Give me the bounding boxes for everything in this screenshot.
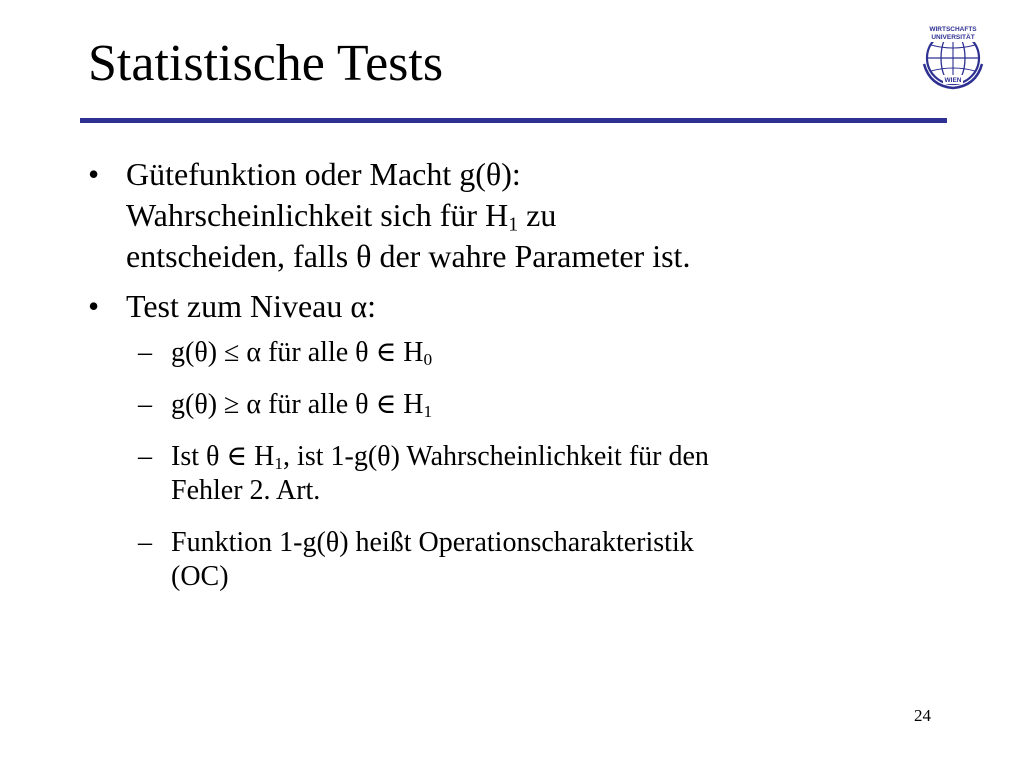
sub-bullet-h1: [88, 388, 968, 422]
bullet-test-niveau: [88, 286, 968, 327]
logo-text-top: WIRTSCHAFTS: [929, 26, 977, 33]
slide-title: Statistische Tests: [88, 35, 444, 92]
sub-bullet-line-2: [171, 560, 968, 594]
bullet-text: Wahrscheinlichkeit sich für H: [126, 197, 509, 233]
dash-marker: –: [138, 527, 152, 558]
bullet-text: Test zum Niveau α:: [126, 288, 377, 324]
bullet-text: Gütefunktion oder Macht g(θ):: [126, 156, 521, 192]
bullet-line-1: [126, 154, 968, 195]
bullet-marker: •: [88, 288, 100, 324]
logo-text-bottom: WIEN: [944, 77, 962, 84]
sub-bullet-text: (OC): [171, 561, 229, 592]
sub-bullet-line-2: [171, 474, 968, 508]
dash-marker: –: [138, 337, 152, 368]
sub-bullet-oc: [88, 526, 968, 594]
sub-bullet-text: Funktion 1-g(θ) heißt Operationscharakteristik: [171, 527, 694, 558]
title-divider: [80, 118, 947, 123]
slide-body: [88, 154, 968, 612]
bullet-guetefunktion: [88, 154, 968, 277]
page-number: 24: [914, 706, 931, 725]
sub-bullet-text: g(θ) ≥ α für alle θ ∈ H: [171, 389, 424, 420]
bullet-text: zu: [518, 197, 557, 233]
sub-bullet-text: Fehler 2. Art.: [171, 475, 321, 506]
sub-bullet-text: g(θ) ≤ α für alle θ ∈ H: [171, 337, 424, 368]
subscript: 0: [423, 349, 433, 369]
sub-bullet-fehler: [88, 440, 968, 508]
dash-marker: –: [138, 441, 152, 472]
bullet-text: entscheiden, falls θ der wahre Parameter ist.: [126, 238, 691, 274]
sub-bullet-text: Ist θ ∈ H: [171, 441, 275, 472]
dash-marker: –: [138, 389, 152, 420]
bullet-line-3: [126, 236, 968, 277]
logo-wu-wien: [918, 20, 988, 90]
subscript: 1: [423, 401, 433, 421]
bullet-marker: •: [88, 156, 100, 192]
logo-text-middle: UNIVERSITÄT: [931, 34, 975, 41]
sub-bullet-text: , ist 1-g(θ) Wahrscheinlichkeit für den: [283, 441, 709, 472]
sub-bullet-h0: [88, 336, 968, 370]
sub-bullet-line-1: [171, 526, 968, 560]
sub-bullet-line-1: [171, 440, 968, 474]
globe-logo-icon: [918, 20, 988, 90]
bullet-line-2: [126, 195, 968, 236]
subscript: 1: [274, 453, 284, 473]
subscript: 1: [508, 213, 519, 236]
